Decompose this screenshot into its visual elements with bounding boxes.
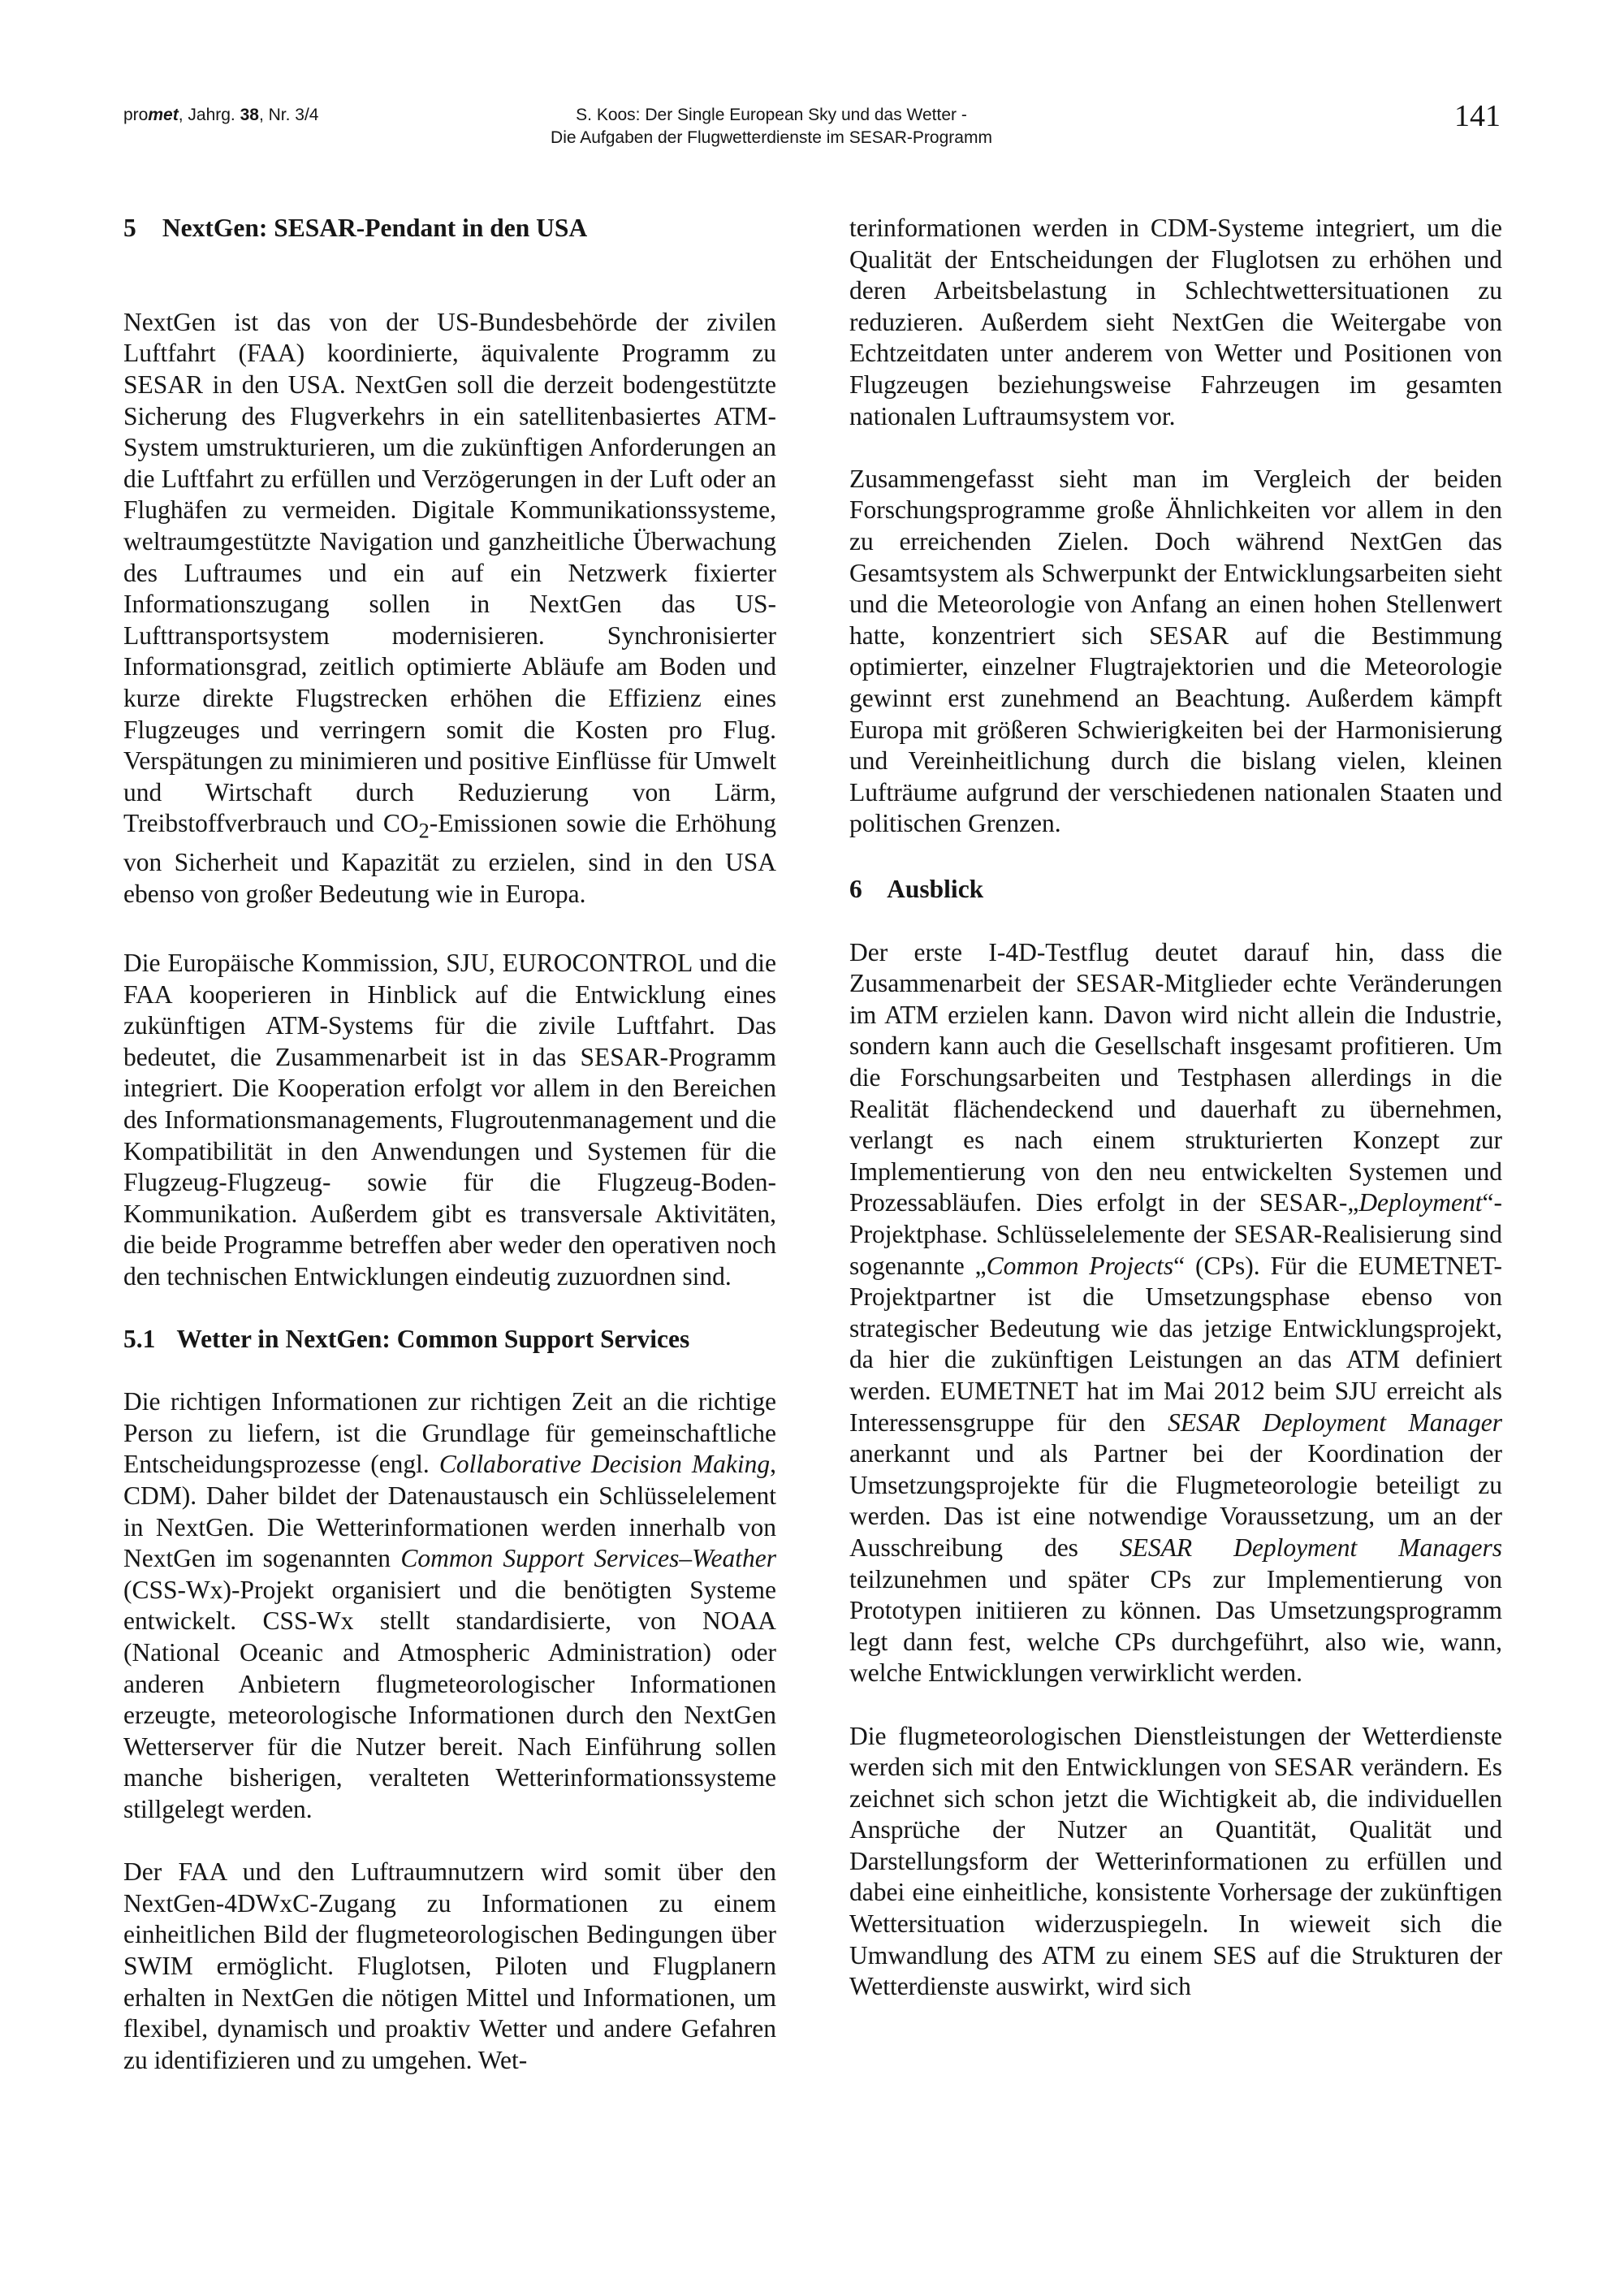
journal-volume-label: , Jahrg. — [178, 106, 240, 124]
paragraph: Die Europäische Kommission, SJU, EUROCONTROL und die FAA kooperieren in Hinblick auf die Entwicklung eines zukünftigen ATM-Systems für die zivile Luftfahrt. Das bedeutet, die Zusammenarbeit ist in das SESAR-Programm integriert. Die Kooperation erfolgt vor allem in den Bereichen des Informationsmanagements, Flugroutenmanagement und die Kompatibilität in den Anwendungen und Systemen für die Flugzeug-Flugzeug- sowie für die Flugzeug-Boden-Kommunikation. Außerdem gibt es transversale Aktivitäten, die beide Programme betreffen aber weder den operativen noch den technischen Entwicklungen eindeutig zuzuordnen sind. — [123, 948, 776, 1291]
running-head-title — [487, 104, 1056, 149]
section-number: 5.1 — [123, 1325, 156, 1354]
section-number: 5 — [123, 214, 136, 242]
paragraph: Der erste I-4D-Testflug deutet darauf hin, dass die Zusammenarbeit der SESAR-Mitglieder echte Veränderungen im ATM erzielen kann. Davon wird nicht allein die Industrie, sondern kann auch die Gesellschaft insgesamt profitieren. Um die Forschungsarbeiten und Testphasen allerdings in die Realität flächendeckend und dauerhaft zu übernehmen, verlangt es nach einem strukturierten Konzept zur Implementierung von den neu entwickelten Systemen und Prozessabläufen. Dies erfolgt in der SESAR-„Deployment“-Projektphase. Schlüsselelemente der SESAR-Realisierung sind sogenannte „Common Projects“ (CPs). Für die EUMETNET-Projektpartner ist die Umsetzungsphase ebenso von strategischer Bedeutung wie das jetzige Entwicklungsprojekt, da hier die zukünftigen Leistungen an das ATM definiert werden. EUMETNET hat im Mai 2012 beim SJU erreicht als Interessensgruppe für den SESAR Deployment Manager anerkannt und als Partner bei der Koordination der Umsetzungsprojekte für die Flugmeteorologie beteiligt zu werden. Das ist eine notwendige Voraussetzung, um an der Ausschreibung des SESAR Deployment Managers teilzunehmen und später CPs zur Implementierung von Prototypen initiieren zu können. Das Umsetzungsprogramm legt dann fest, welche CPs durchgeführt, also wie, wann, welche Entwicklungen verwirklicht werden. — [849, 937, 1503, 1688]
term-deployment: Deployment — [1358, 1188, 1483, 1217]
term-css-wx: Common Support Services–Weather — [400, 1544, 776, 1573]
paragraph: NextGen ist das von der US-Bundesbehörde der zivilen Luftfahrt (FAA) koordinierte, äquivalente Programm zu SESAR in den USA. NextGen soll die derzeit bodengestützte Sicherung des Flugverkehrs in ein satellitenbasiertes ATM-System umstrukturieren, um die zukünftigen Anforderungen an die Luftfahrt zu erfüllen und Verzögerungen in der Luft oder an Flughäfen zu vermeiden. Digitale Kommunikationssysteme, weltraumgestützte Navigation und ganzheitliche Überwachung des Luftraumes und ein auf ein Netzwerk fixierter Informationszugang sollen in NextGen das US-Lufttransportsystem modernisieren. Synchronisierter Informationsgrad, zeitlich optimierte Abläufe am Boden und kurze direkte Flugstrecken erhöhen die Effizienz eines Flugzeuges und verringern somit die Kosten pro Flug. Verspätungen zu minimieren und positive Einflüsse für Umwelt und Wirtschaft durch Reduzierung von Lärm, Treibstoffverbrauch und $CO_2$-Emissionen sowie die Erhöhung von Sicherheit und Kapazität zu erzielen, sind in den USA ebenso von großer Bedeutung wie in Europa. — [123, 307, 776, 908]
paragraph: Die richtigen Informationen zur richtigen Zeit an die richtige Person zu liefern, ist die Grundlage für gemeinschaftliche Entscheidungsprozesse (engl. Collaborative Decision Making, CDM). Daher bildet der Datenaustausch ein Schlüsselelement in NextGen. Die Wetterinformationen werden innerhalb von NextGen im sogenannten Common Support Services–Weather (CSS-Wx)-Projekt organisiert und die benötigten Systeme entwickelt. CSS-Wx stellt standardisierte, von NOAA (National Oceanic and Atmospheric Administration) oder anderen Anbietern flugmeteorologischer Informationen erzeugte, meteorologische Informationen durch den NextGen Wetterserver für die Nutzer bereit. Nach Einführung sollen manche bisherigen, veralteten Wetterinformationssysteme stillgelegt werden. — [123, 1387, 776, 1823]
running-head-title-line1: S. Koos: Der Single European Sky und das Wetter - — [576, 106, 967, 124]
term-common-projects: Common Projects — [986, 1251, 1174, 1280]
journal-volume: 38 — [240, 106, 259, 124]
section-title: Ausblick — [887, 875, 984, 904]
section-heading-5-1 — [123, 1324, 776, 1356]
subscript-2: 2 — [418, 819, 430, 843]
term-deployment-manager: SESAR Deployment Manager — [1168, 1407, 1502, 1437]
page-number: 141 — [1454, 99, 1501, 133]
paragraph: terinformationen werden in CDM-Systeme integriert, um die Qualität der Entscheidungen der Fluglotsen zu erhöhen und deren Arbeitsbelastung in Schlechtwettersituationen zu reduzieren. Außerdem sieht NextGen die Weitergabe von Echtzeitdaten unter anderem von Wetter und Positionen von Flugzeugen beziehungsweise Fahrzeugen im gesamten nationalen Luftraumsystem vor. — [849, 214, 1502, 430]
section-title: Wetter in NextGen: Common Support Services — [176, 1325, 690, 1354]
section-number: 6 — [849, 875, 862, 904]
term-cdm: Collaborative Decision Making — [438, 1450, 771, 1479]
section-heading-5 — [123, 213, 776, 244]
section-heading-6 — [849, 874, 1502, 906]
right-column — [849, 213, 1502, 2034]
section-title: NextGen: SESAR-Pendant in den USA — [162, 214, 588, 242]
running-head-title-line2: Die Aufgaben der Flugwetterdienste im SESAR-Programm — [551, 128, 992, 147]
running-head-journal — [123, 104, 318, 127]
paragraph: Die flugmeteorologischen Dienstleistungen der Wetterdienste werden sich mit den Entwicklungen von SESAR verändern. Es zeichnet sich schon jetzt die Wichtigkeit ab, die individuellen Ansprüche der Nutzer an Quantität, Qualität und Darstellungsform der Wetterinformationen zu erfüllen und dabei eine einheitliche, konsistente Vorhersage der zukünftigen Wettersituation widerzuspiegeln. In wieweit sich die Umwandlung des ATM zu einem SES auf die Strukturen der Wetterdienste auswirkt, wird sich — [849, 1721, 1502, 2001]
paragraph: Der FAA und den Luftraumnutzern wird somit über den NextGen-4DWxC-Zugang zu Informationen zu einem einheitlichen Bild der flugmeteorologischen Bedingungen über SWIM ermöglicht. Fluglotsen, Piloten und Flugplanern erhalten in NextGen die nötigen Mittel und Informationen, um flexibel, dynamisch und proaktiv Wetter und andere Gefahren zu identifizieren und zu umgehen. Wet- — [123, 1857, 776, 2074]
term-deployment-managers: SESAR Deployment Managers — [1119, 1533, 1502, 1562]
left-column — [123, 213, 776, 2108]
journal-name-pro: pro — [123, 106, 149, 124]
journal-name-met: met — [148, 106, 179, 124]
journal-issue: , Nr. 3/4 — [258, 106, 319, 124]
paragraph: Zusammengefasst sieht man im Vergleich der beiden Forschungsprogramme große Ähnlichkeiten vor allem in den zu erreichenden Zielen. Doch während NextGen das Gesamtsystem als Schwerpunkt der Entwicklungsarbeiten sieht und die Meteorologie von Anfang an einen hohen Stellenwert hatte, konzentriert sich SESAR auf die Bestimmung optimierter, einzelner Flugtrajektorien und die Meteorologie gewinnt erst zunehmend an Beachtung. Außerdem kämpft Europa mit größeren Schwierigkeiten bei der Harmonisierung und Vereinheitlichung durch die bislang vielen, kleinen Lufträume aufgrund der verschiedenen nationalen Staaten und politischen Grenzen. — [849, 464, 1502, 838]
